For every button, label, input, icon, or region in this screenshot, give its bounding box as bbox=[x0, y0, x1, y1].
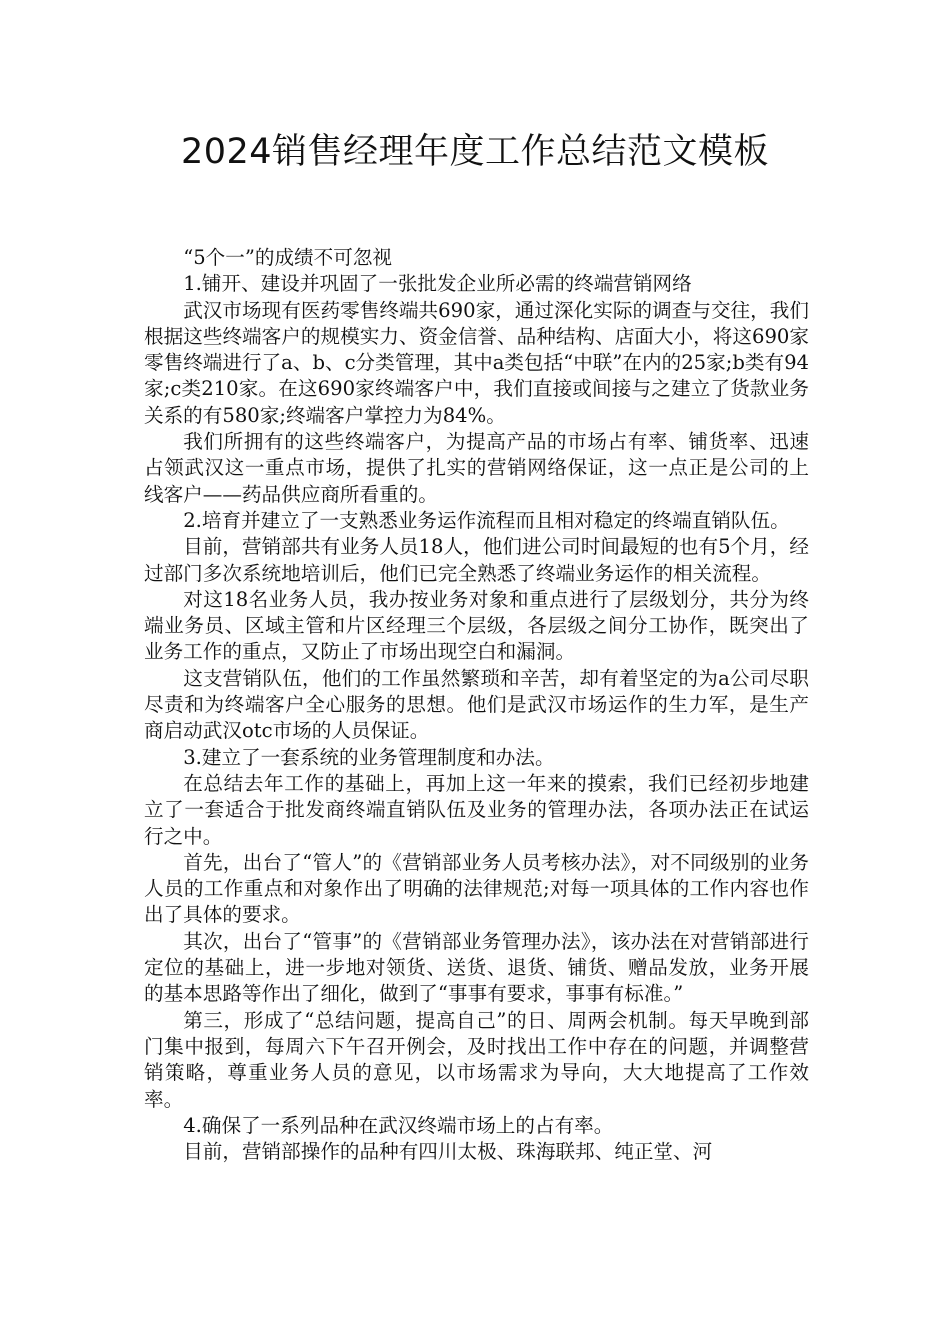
body-paragraph: 2.培育并建立了一支熟悉业务运作流程而且相对稳定的终端直销队伍。 bbox=[183, 508, 790, 532]
body-paragraph: 其次，出台了“管事”的《营销部业务管理办法》，该办法在对营销部进行定位的基础上，进一步地对领货、送货、退货、铺货、赠品发放，业务开展的基本思路等作出了细化，做到了“事事有要求，事事有标准。” bbox=[144, 929, 809, 1006]
body-paragraph: 武汉市场现有医药零售终端共690家，通过深化实际的调查与交往，我们根据这些终端客户的规模实力、资金信誉、品种结构、店面大小，将这690家零售终端进行了a、b、c分类管理，其中a类包括“中联”在内的25家;b类有94家;c类210家。在这690家终端客户中，我们直接或间接与之建立了货款业务关系的有580家;终端客户掌控力为84%。 bbox=[144, 298, 809, 427]
body-paragraph: 在总结去年工作的基础上，再加上这一年来的摸索，我们已经初步地建立了一套适合于批发商终端直销队伍及业务的管理办法，各项办法正在试运行之中。 bbox=[144, 771, 809, 848]
document-body bbox=[144, 245, 809, 1165]
body-paragraph: “5个一”的成绩不可忽视 bbox=[183, 246, 393, 269]
body-paragraph: 目前，营销部操作的品种有四川太极、珠海联邦、纯正堂、河 bbox=[183, 1140, 713, 1164]
body-paragraph: 这支营销队伍，他们的工作虽然繁琐和辛苦，却有着坚定的为a公司尽职尽责和为终端客户全心服务的思想。他们是武汉市场运作的生力军，是生产商启动武汉otc市场的人员保证。 bbox=[144, 666, 809, 743]
body-paragraph: 1.铺开、建设并巩固了一张批发企业所必需的终端营销网络 bbox=[183, 272, 692, 296]
body-paragraph: 首先，出台了“管人”的《营销部业务人员考核办法》，对不同级别的业务人员的工作重点和对象作出了明确的法律规范;对每一项具体的工作内容也作出了具体的要求。 bbox=[144, 850, 809, 927]
body-paragraph: 3.建立了一套系统的业务管理制度和办法。 bbox=[183, 745, 555, 769]
body-paragraph: 我们所拥有的这些终端客户，为提高产品的市场占有率、铺货率、迅速占领武汉这一重点市场，提供了扎实的营销网络保证，这一点正是公司的上线客户——药品供应商所看重的。 bbox=[144, 430, 809, 506]
body-paragraph: 对这18名业务人员，我办按业务对象和重点进行了层级划分，共分为终端业务员、区域主管和片区经理三个层级，各层级之间分工协作，既突出了业务工作的重点，又防止了市场出现空白和漏洞。 bbox=[144, 587, 809, 664]
body-paragraph: 目前，营销部共有业务人员18人，他们进公司时间最短的也有5个月，经过部门多次系统地培训后，他们已完全熟悉了终端业务运作的相关流程。 bbox=[144, 535, 809, 585]
body-paragraph: 4.确保了一系列品种在武汉终端市场上的占有率。 bbox=[183, 1113, 614, 1137]
document-title: 2024销售经理年度工作总结范文模板 bbox=[180, 132, 770, 172]
body-paragraph: 第三，形成了“总结问题，提高自己”的日、周两会机制。每天早晚到部门集中报到，每周六下午召开例会，及时找出工作中存在的问题，并调整营销策略，尊重业务人员的意见，以市场需求为导向，大大地提高了工作效率。 bbox=[144, 1008, 809, 1111]
